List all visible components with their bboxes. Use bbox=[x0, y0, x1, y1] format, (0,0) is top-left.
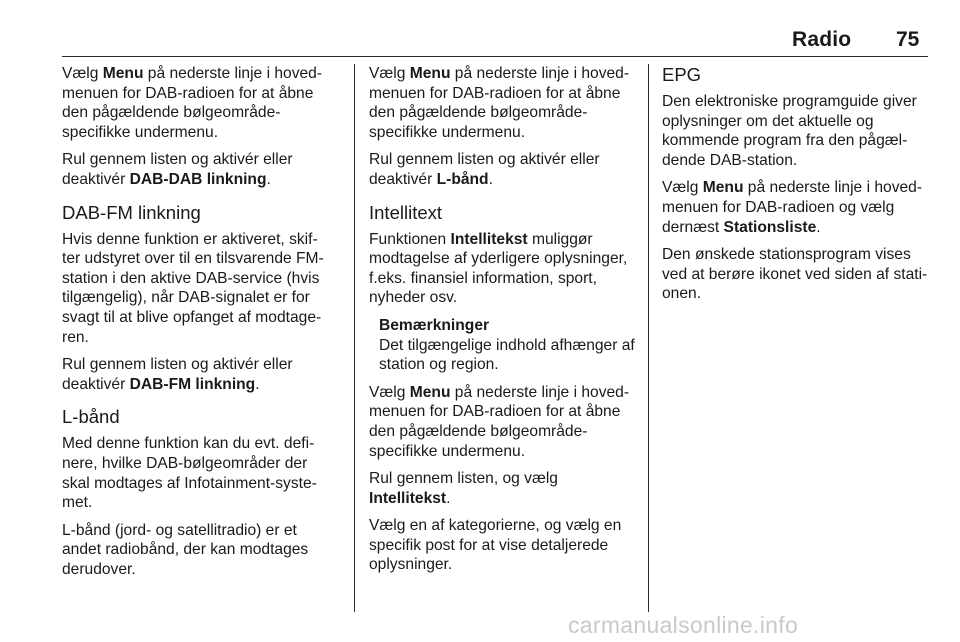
heading-dab-fm-linkning: DAB-FM linkning bbox=[62, 201, 201, 223]
note-title: Bemærkninger bbox=[379, 316, 490, 334]
paragraph: Den ønskede stationsprogram vises ved at berøre ikonet ved siden af stati-onen. bbox=[662, 246, 928, 303]
paragraph: Vælg Menu på nederste linje i hoved-menuen for DAB-radioen for at åbne den pågældende bølgeområde-specifikke undermenu. bbox=[369, 65, 630, 141]
chapter-title: Radio bbox=[792, 28, 852, 51]
paragraph: Vælg Menu på nederste linje i hoved-menuen for DAB-radioen for at åbne den pågældende bølgeområde-specifikke undermenu. bbox=[62, 65, 323, 141]
column-divider-1 bbox=[354, 64, 355, 612]
column-2 bbox=[369, 64, 641, 583]
paragraph: Rul gennem listen, og vælg Intellitekst. bbox=[369, 470, 558, 507]
paragraph: Vælg Menu på nederste linje i hoved-menuen for DAB-radioen og vælg dernæst Stationsliste. bbox=[662, 179, 923, 236]
paragraph: Den elektroniske programguide giver oplysninger om det aktuelle og kommende program fra den pågæl-dende DAB-station. bbox=[662, 93, 917, 169]
paragraph: Rul gennem listen og aktivér eller deaktivér DAB-DAB linkning. bbox=[62, 151, 293, 188]
heading-l-band: L-bånd bbox=[62, 406, 120, 428]
paragraph: Med denne funktion kan du evt. defi-nere, hvilke DAB-bølgeområder der skal modtages af Infotainment-syste-met. bbox=[62, 435, 317, 512]
paragraph: Vælg Menu på nederste linje i hoved-menuen for DAB-radioen for at åbne den pågældende bølgeområde-specifikke undermenu. bbox=[369, 383, 630, 460]
heading-intellitext: Intellitext bbox=[369, 201, 443, 223]
paragraph: Vælg en af kategorierne, og vælg en specifik post for at vise detaljerede oplysninger. bbox=[369, 517, 622, 574]
paragraph: L-bånd (jord- og satellitradio) er et andet radiobånd, der kan modtages derudover. bbox=[62, 521, 309, 578]
paragraph: Funktionen Intellitekst muliggør modtagelse af yderligere oplysninger, f.eks. finansiel information, sport, nyheder osv. bbox=[369, 230, 628, 307]
note-box bbox=[379, 316, 641, 375]
note-text: Det tilgængelige indhold afhænger af station og region. bbox=[379, 336, 635, 374]
heading-epg: EPG bbox=[662, 64, 702, 85]
header-rule bbox=[62, 56, 928, 57]
column-3 bbox=[662, 64, 934, 312]
page-number: 75 bbox=[896, 28, 920, 51]
watermark: carmanualsonline.info bbox=[568, 612, 799, 638]
paragraph: Hvis denne funktion er aktiveret, skif-ter udstyret over til en tilsvarende FM-station i den aktive DAB-service (hvis tilgængelig), når DAB-signalet er for svagt til at blive opfanget af modtage-ren. bbox=[62, 230, 324, 346]
paragraph: Rul gennem listen og aktivér eller deaktivér DAB-FM linkning. bbox=[62, 356, 293, 393]
column-divider-2 bbox=[648, 64, 649, 612]
column-1 bbox=[62, 64, 334, 587]
paragraph: Rul gennem listen og aktivér eller deaktivér L-bånd. bbox=[369, 151, 600, 188]
